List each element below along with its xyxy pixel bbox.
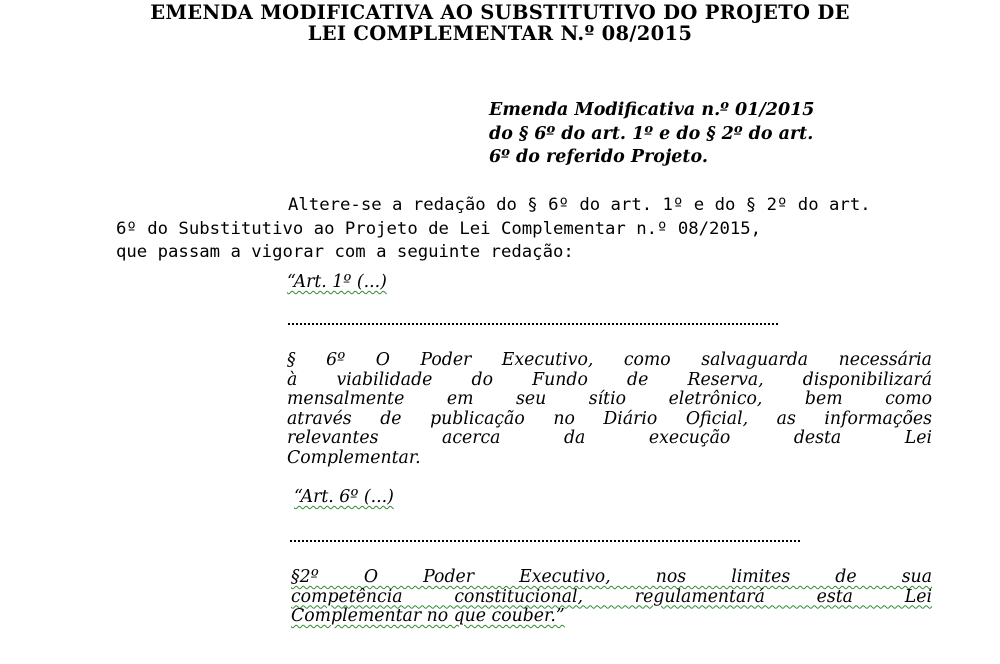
intro-line-3: que passam a vigorar com a seguinte redação:: [116, 242, 574, 262]
document-title: [60, 2, 940, 44]
art1-para-line: mensalmente em seu sítio eletrônico, bem como: [287, 389, 932, 409]
intro-line-1: Altere-se a redação do § 6º do art. 1º e do § 2º do art.: [288, 195, 871, 215]
amendment-summary: [489, 99, 939, 170]
intro-paragraph: [116, 194, 936, 265]
title-line-2: LEI COMPLEMENTAR N.º 08/2015: [307, 22, 693, 45]
summary-line-3: 6º do referido Projeto.: [489, 147, 708, 167]
art6-paragraph-2: [291, 568, 932, 627]
art1-paragraph-6: [287, 351, 932, 468]
art6-para-line: Complementar no que couber.”: [291, 606, 565, 626]
art1-ellipsis-line: [288, 323, 778, 325]
title-line-1: EMENDA MODIFICATIVA AO SUBSTITUTIVO DO PROJETO DE: [150, 1, 850, 24]
art6-para-line: §2º O Poder Executivo, nos limites de sua: [291, 567, 932, 587]
art6-ellipsis-line: [290, 540, 800, 542]
summary-line-2: do § 6º do art. 1º e do § 2º do art.: [489, 123, 814, 144]
art1-para-line: à viabilidade do Fundo de Reserva, disponibilizará: [287, 369, 932, 390]
art1-para-line: § 6º O Poder Executivo, como salvaguarda necessária: [287, 350, 932, 370]
art6-para-line: competência constitucional, regulamentará esta Lei: [291, 586, 932, 607]
art1-heading: “Art. 1º (...): [287, 272, 387, 292]
summary-line-1: Emenda Modificativa n.º 01/2015: [489, 100, 815, 120]
intro-line-2: 6º do Substitutivo ao Projeto de Lei Complementar n.º 08/2015,: [116, 218, 762, 239]
art1-para-line: Complementar.: [287, 447, 421, 468]
art1-para-line: através de publicação no Diário Oficial, as informações: [287, 408, 932, 429]
art1-para-line: relevantes acerca da execução desta Lei: [287, 428, 932, 448]
art6-heading: “Art. 6º (...): [294, 487, 394, 507]
